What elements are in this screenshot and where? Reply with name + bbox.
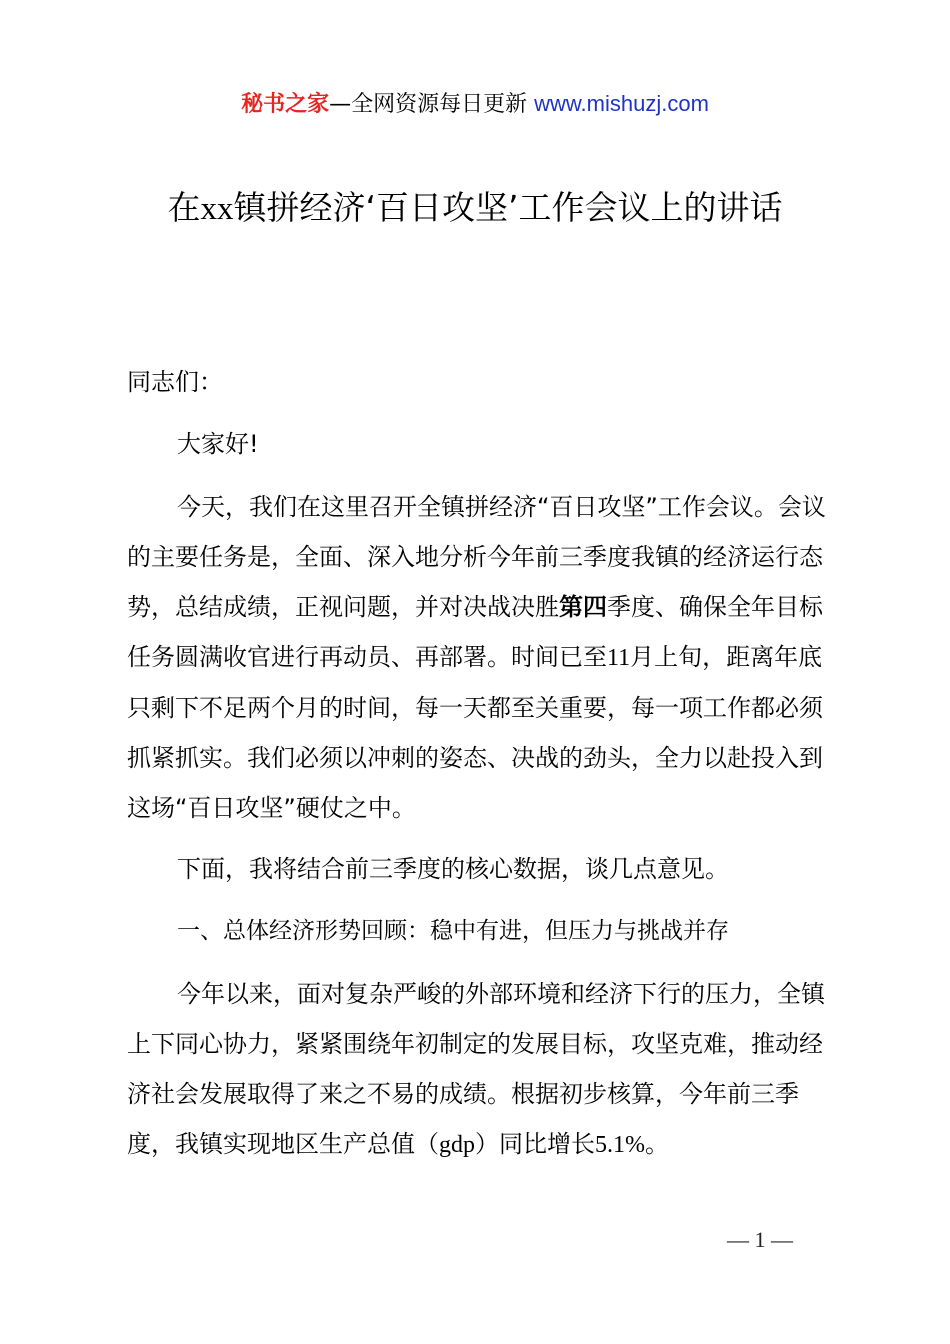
para3-rate: 5.1% [595, 1132, 645, 1158]
paragraph-3-block [127, 969, 835, 1170]
site-url-link[interactable]: www.mishuzj.com [534, 91, 709, 116]
para3-text-c: 。 [645, 1130, 669, 1158]
section-1-heading: 一、总体经济形势回顾：稳中有进，但压力与挑战并存 [177, 918, 729, 944]
salutation-block [127, 357, 835, 407]
greeting: 大家好! [177, 430, 259, 458]
page-number: — 1 — [727, 1227, 793, 1252]
para1-bold: 第四 [559, 593, 607, 621]
greeting-block [127, 419, 835, 469]
para1-text-a: 今天，我们在这里召开全镇拼经济“百日攻坚”工作会议。会议的主要任务是，全面、深入地分析今年前三季度我镇的经济运行态势，总结成绩，正视问题，并对决战决胜 [127, 493, 826, 621]
paragraph-1 [127, 482, 835, 833]
paragraph-3 [127, 969, 835, 1170]
site-header [0, 88, 950, 121]
para3-text-a: 今年以来，面对复杂严峻的外部环境和经济下行的压力，全镇上下同心协力，紧紧围绕年初制定的发展目标，攻坚克难，推动经济社会发展取得了来之不易的成绩。根据初步核算，今年前三季度，我镇实现地区生产总值（ [127, 980, 825, 1158]
salutation: 同志们： [127, 368, 223, 396]
header-tagline: —全网资源每日更新 [329, 92, 528, 117]
document-title [100, 184, 850, 233]
para1-text-c: 月上旬，距离年底只剩下不足两个月的时间，每一天都至关重要，每一项工作都必须抓紧抓实。我们必须以冲刺的姿态、决战的劲头，全力以赴投入到这场“百日攻坚”硬仗之中。 [127, 643, 823, 822]
paragraph-2: 下面，我将结合前三季度的核心数据，谈几点意见。 [177, 855, 729, 883]
brand-name: 秘书之家 [241, 92, 330, 117]
para1-number: 11 [607, 645, 631, 671]
para1-text-b: 季度、确保全年目标任务圆满收官进行再动员、再部署。时间已至 [127, 593, 823, 671]
paragraph-1-block [127, 482, 835, 833]
title-xx: xx [200, 191, 234, 227]
para3-text-b: ）同比增长 [475, 1130, 595, 1158]
paragraph-2-block [127, 844, 835, 894]
section-1-block [127, 906, 835, 956]
para3-gdp: gdp [439, 1132, 475, 1158]
title-part2: 镇拼经济‘百日攻坚’工作会议上的讲话 [233, 188, 783, 227]
title-part1: 在 [167, 188, 201, 227]
